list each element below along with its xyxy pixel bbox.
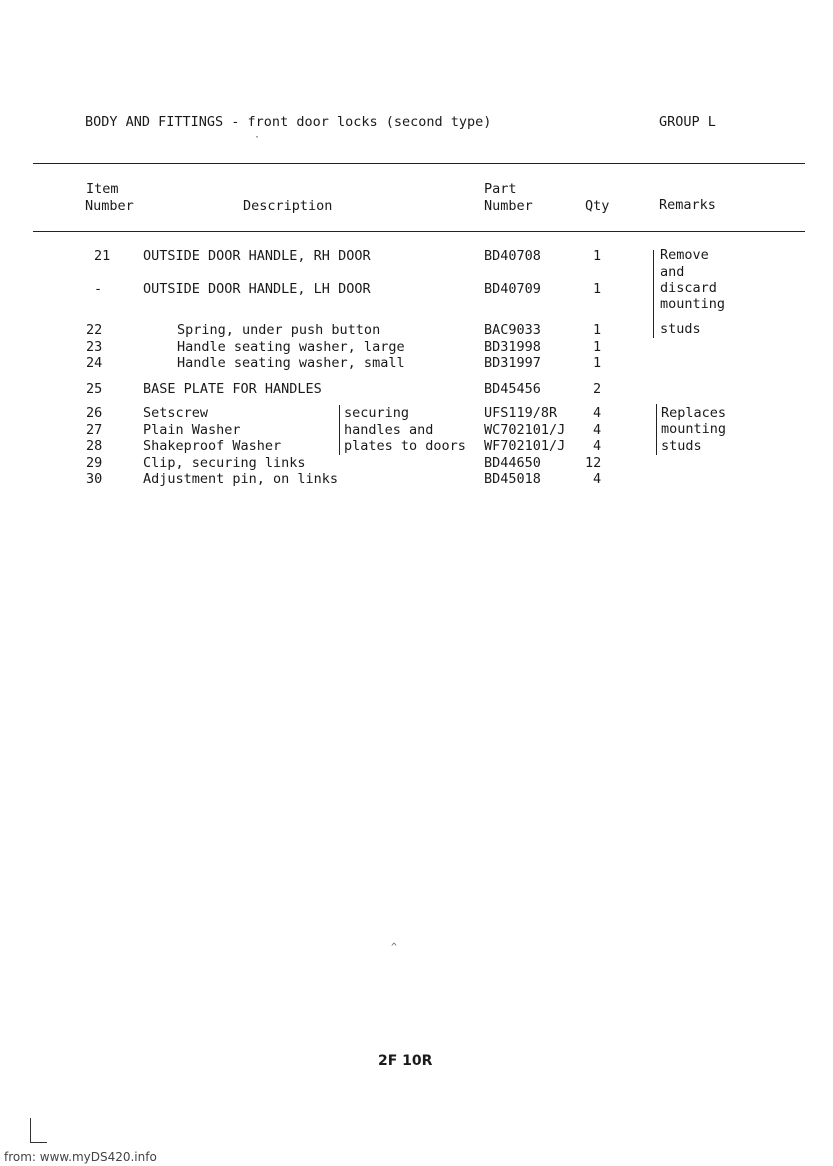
part-number: BD40708 (484, 248, 541, 264)
part-number: BD44650 (484, 455, 541, 471)
item-number: 30 (86, 471, 103, 487)
part-number: WF702101/J (484, 438, 566, 454)
remark-line: Replaces (661, 405, 727, 421)
quantity: 1 (593, 355, 602, 371)
page-code: 2F 10R (378, 1053, 433, 1069)
quantity: 1 (593, 322, 602, 338)
col-part-line2: Number (484, 198, 533, 214)
item-number: 27 (86, 422, 103, 438)
part-number: UFS119/8R (484, 405, 558, 421)
item-number: 22 (86, 322, 103, 338)
quantity: 12 (585, 455, 602, 471)
part-number: BD31997 (484, 355, 541, 371)
quantity: 4 (593, 405, 602, 421)
description: OUTSIDE DOOR HANDLE, LH DOOR (143, 281, 371, 297)
col-item-line1: Item (86, 181, 119, 197)
quantity: 2 (593, 381, 602, 397)
description: Clip, securing links (143, 455, 306, 471)
bracket-bar (339, 405, 340, 455)
quantity: 4 (593, 422, 602, 438)
description: OUTSIDE DOOR HANDLE, RH DOOR (143, 248, 371, 264)
part-number: WC702101/J (484, 422, 566, 438)
item-number: 29 (86, 455, 103, 471)
item-number: 25 (86, 381, 103, 397)
speck: · (254, 132, 261, 143)
part-number: BD31998 (484, 339, 541, 355)
description: Handle seating washer, small (177, 355, 405, 371)
part-number: BAC9033 (484, 322, 541, 338)
remark-line: mounting (661, 421, 727, 437)
corner-mark (30, 1118, 47, 1143)
remark-line: discard (660, 280, 717, 296)
description: Setscrew (143, 405, 209, 421)
speck: ^ (391, 942, 398, 953)
remark-line: studs (660, 321, 701, 337)
remarks-bar (653, 250, 654, 338)
bracket-note-line: plates to doors (344, 438, 466, 454)
quantity: 1 (593, 339, 602, 355)
remark-line: mounting (660, 296, 726, 312)
item-number: 28 (86, 438, 103, 454)
page-title: BODY AND FITTINGS - front door locks (second type) (85, 114, 492, 130)
header-bottom-rule (33, 231, 805, 232)
part-number: BD40709 (484, 281, 541, 297)
item-number: 24 (86, 355, 103, 371)
description: Plain Washer (143, 422, 241, 438)
item-number: - (94, 281, 103, 297)
remarks-bar (656, 404, 657, 455)
group-label: GROUP L (659, 114, 716, 130)
item-number: 21 (94, 248, 111, 264)
remark-line: and (660, 264, 685, 280)
description: BASE PLATE FOR HANDLES (143, 381, 322, 397)
part-number: BD45456 (484, 381, 541, 397)
col-part-line1: Part (484, 181, 517, 197)
description: Shakeproof Washer (143, 438, 282, 454)
remark-line: studs (661, 438, 702, 454)
bracket-note-line: handles and (344, 422, 434, 438)
col-qty: Qty (585, 198, 610, 214)
bracket-note-line: securing (344, 405, 410, 421)
quantity: 4 (593, 471, 602, 487)
item-number: 23 (86, 339, 103, 355)
quantity: 1 (593, 281, 602, 297)
description: Spring, under push button (177, 322, 381, 338)
part-number: BD45018 (484, 471, 541, 487)
col-description: Description (243, 198, 333, 214)
header-top-rule (33, 163, 805, 164)
remark-line: Remove (660, 247, 709, 263)
description: Handle seating washer, large (177, 339, 405, 355)
quantity: 1 (593, 248, 602, 264)
col-item-line2: Number (85, 198, 134, 214)
col-remarks: Remarks (659, 197, 716, 213)
item-number: 26 (86, 405, 103, 421)
source-url: from: www.myDS420.info (4, 1150, 157, 1164)
description: Adjustment pin, on links (143, 471, 339, 487)
quantity: 4 (593, 438, 602, 454)
